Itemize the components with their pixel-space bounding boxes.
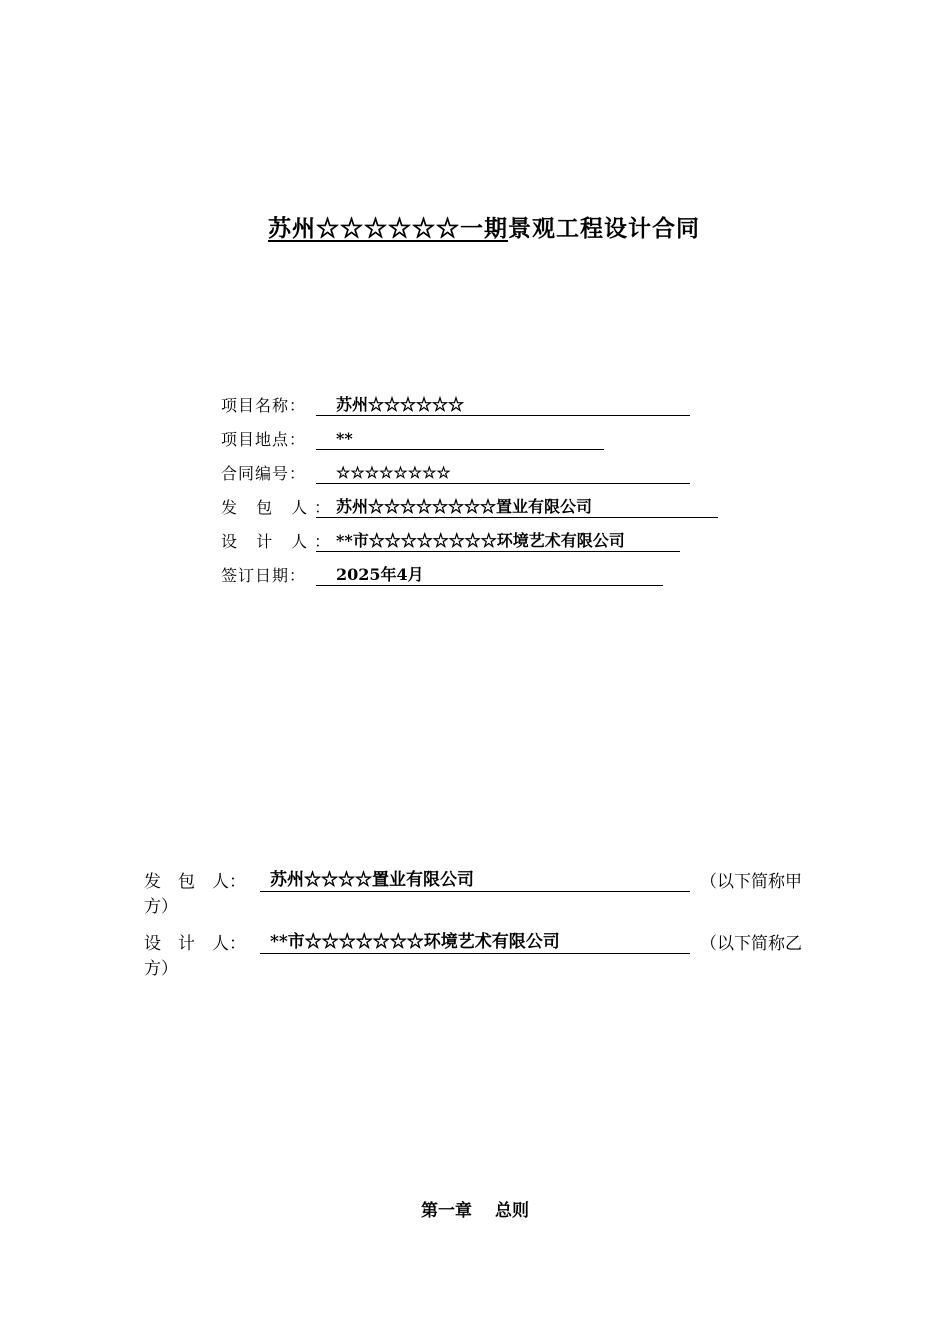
info-row-project-name bbox=[221, 382, 718, 416]
party-value: **市☆☆☆☆☆☆☆环境艺术有限公司 bbox=[260, 931, 690, 954]
info-label: 项目地点： bbox=[221, 430, 307, 449]
info-row-project-location bbox=[221, 416, 718, 450]
info-row-employer bbox=[221, 484, 718, 518]
contracting-parties bbox=[144, 864, 808, 988]
chapter-heading: 第一章 总则 bbox=[421, 1201, 529, 1221]
party-designer bbox=[144, 926, 808, 988]
party-tail: 方） bbox=[144, 897, 178, 917]
info-value: 苏州☆☆☆☆☆☆ bbox=[316, 395, 690, 416]
info-row-signing-date bbox=[221, 552, 718, 586]
info-value: 2025年4月 bbox=[316, 565, 663, 586]
info-label: 发 包 人： bbox=[221, 498, 338, 517]
project-info-block bbox=[221, 382, 718, 586]
info-label: 合同编号： bbox=[221, 464, 307, 483]
info-label: 项目名称： bbox=[221, 396, 307, 415]
party-tail: 方） bbox=[144, 959, 178, 979]
info-value: ☆☆☆☆☆☆☆☆ bbox=[316, 463, 690, 484]
info-label: 设 计 人： bbox=[221, 532, 338, 551]
contract-title-project: 苏州☆☆☆☆☆☆一期 bbox=[268, 215, 508, 242]
info-row-designer bbox=[221, 518, 718, 552]
info-value: 苏州☆☆☆☆☆☆☆☆置业有限公司 bbox=[316, 497, 718, 518]
party-employer bbox=[144, 864, 808, 926]
party-suffix: （以下简称甲 bbox=[700, 872, 802, 892]
party-value: 苏州☆☆☆☆置业有限公司 bbox=[260, 869, 690, 892]
party-suffix: （以下简称乙 bbox=[700, 934, 802, 954]
info-value: **市☆☆☆☆☆☆☆☆环境艺术有限公司 bbox=[316, 531, 680, 552]
info-value: ** bbox=[316, 429, 604, 450]
party-label: 设 计 人： bbox=[144, 934, 246, 954]
contract-title-type: 景观工程设计合同 bbox=[508, 215, 700, 242]
info-label: 签订日期： bbox=[221, 566, 307, 585]
info-row-contract-number bbox=[221, 450, 718, 484]
contract-title bbox=[0, 210, 950, 243]
party-label: 发 包 人： bbox=[144, 872, 246, 892]
